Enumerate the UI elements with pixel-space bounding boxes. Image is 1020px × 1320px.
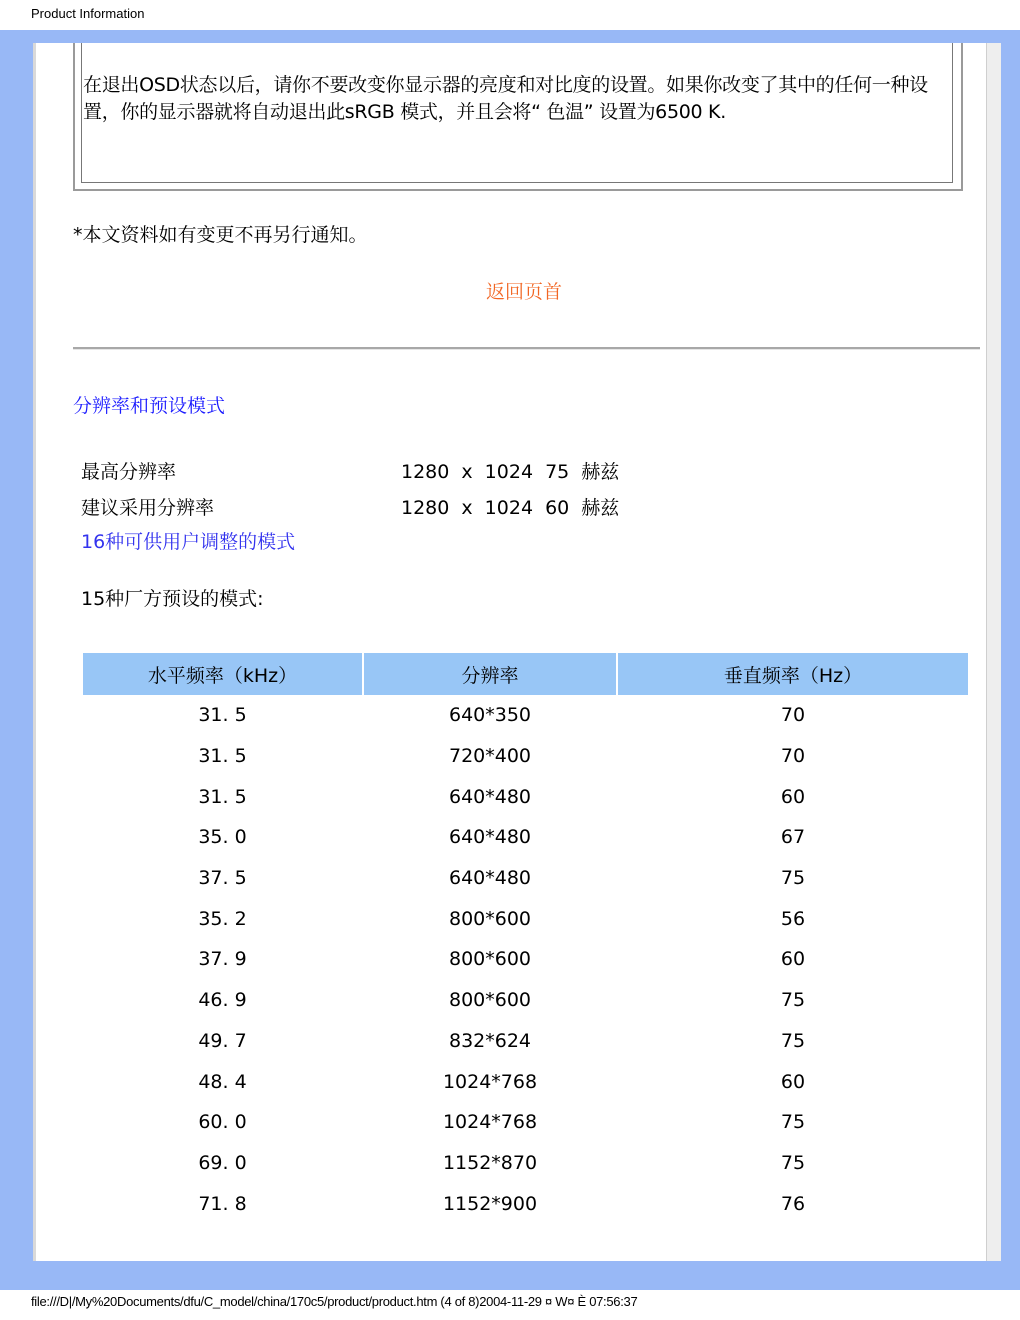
table-row bbox=[83, 736, 968, 777]
cell-horizontal-frequency: 35. 2 bbox=[198, 907, 247, 930]
max-resolution-label: 最高分辨率 bbox=[81, 461, 177, 483]
cell-horizontal-frequency: 48. 4 bbox=[198, 1070, 247, 1093]
user-modes-link[interactable]: 16种可供用户调整的模式 bbox=[81, 531, 296, 553]
table-body bbox=[83, 695, 968, 1224]
cell-resolution: 832*624 bbox=[448, 1029, 532, 1052]
cell-horizontal-frequency: 31. 5 bbox=[198, 785, 247, 808]
cell-horizontal-frequency: 69. 0 bbox=[198, 1151, 247, 1174]
back-to-top-link[interactable]: 返回页首 bbox=[486, 281, 563, 303]
cell-horizontal-frequency: 31. 5 bbox=[198, 704, 247, 727]
srgb-note-text: 在退出OSD状态以后，请你不要改变你显示器的亮度和对比度的设置。如果你改变了其中的任何一种设置，你的显示器就将自动退出此sRGB 模式，并且会将“ 色温” 设置为6500 K. bbox=[83, 74, 928, 123]
table-row bbox=[83, 817, 968, 858]
section-title: 分辨率和预设模式 bbox=[73, 395, 226, 417]
cell-vertical-frequency: 60 bbox=[780, 1070, 806, 1093]
page-header-title: Product Information bbox=[31, 6, 145, 21]
cell-horizontal-frequency: 37. 5 bbox=[198, 867, 247, 890]
cell-vertical-frequency: 67 bbox=[780, 826, 806, 849]
cell-resolution: 1024*768 bbox=[442, 1111, 538, 1134]
table-row bbox=[83, 1143, 968, 1184]
table-header-row bbox=[83, 653, 968, 695]
cell-horizontal-frequency: 35. 0 bbox=[198, 826, 247, 849]
recommended-resolution-value: 1280 x 1024 60 赫兹 bbox=[401, 497, 620, 519]
cell-resolution: 800*600 bbox=[448, 948, 532, 971]
table-row bbox=[83, 898, 968, 939]
page-footer-path: file:///D|/My%20Documents/dfu/C_model/china/170c5/product/product.htm (4 of 8)2004-11-29 ¤ W¤ È 07:56:37 bbox=[31, 1294, 638, 1309]
cell-vertical-frequency: 70 bbox=[780, 745, 806, 768]
cell-vertical-frequency: 75 bbox=[780, 1151, 806, 1174]
table-row bbox=[83, 776, 968, 817]
table-row bbox=[83, 1061, 968, 1102]
cell-horizontal-frequency: 49. 7 bbox=[198, 1029, 247, 1052]
table-row bbox=[83, 980, 968, 1021]
header-vertical-frequency: 垂直频率（Hz） bbox=[618, 653, 968, 695]
header-resolution: 分辨率 bbox=[364, 653, 616, 695]
cell-vertical-frequency: 75 bbox=[780, 989, 806, 1012]
disclaimer-text: *本文资料如有变更不再另行通知。 bbox=[73, 224, 368, 246]
cell-vertical-frequency: 56 bbox=[780, 907, 806, 930]
scrollbar-track[interactable] bbox=[986, 43, 1001, 1261]
preset-modes-heading: 15种厂方预设的模式: bbox=[81, 588, 264, 610]
table-row bbox=[83, 1183, 968, 1224]
cell-horizontal-frequency: 46. 9 bbox=[198, 989, 247, 1012]
cell-vertical-frequency: 60 bbox=[780, 785, 806, 808]
table-row bbox=[83, 1102, 968, 1143]
max-resolution-value: 1280 x 1024 75 赫兹 bbox=[401, 461, 620, 483]
cell-vertical-frequency: 75 bbox=[780, 1111, 806, 1134]
table-row bbox=[83, 939, 968, 980]
table-row bbox=[83, 1021, 968, 1062]
cell-resolution: 640*480 bbox=[448, 785, 532, 808]
cell-resolution: 720*400 bbox=[448, 745, 532, 768]
cell-horizontal-frequency: 37. 9 bbox=[198, 948, 247, 971]
cell-horizontal-frequency: 31. 5 bbox=[198, 745, 247, 768]
cell-horizontal-frequency: 71. 8 bbox=[198, 1192, 247, 1215]
preset-modes-table bbox=[81, 653, 970, 1224]
table-row bbox=[83, 858, 968, 899]
recommended-resolution-label: 建议采用分辨率 bbox=[81, 497, 215, 519]
cell-vertical-frequency: 75 bbox=[780, 867, 806, 890]
cell-horizontal-frequency: 60. 0 bbox=[198, 1111, 247, 1134]
cell-resolution: 800*600 bbox=[448, 907, 532, 930]
cell-resolution: 800*600 bbox=[448, 989, 532, 1012]
cell-vertical-frequency: 60 bbox=[780, 948, 806, 971]
section-divider bbox=[73, 347, 980, 350]
cell-resolution: 1152*870 bbox=[442, 1151, 538, 1174]
cell-resolution: 640*480 bbox=[448, 826, 532, 849]
cell-resolution: 1024*768 bbox=[442, 1070, 538, 1093]
cell-vertical-frequency: 76 bbox=[780, 1192, 806, 1215]
cell-resolution: 640*350 bbox=[448, 704, 532, 727]
table-row bbox=[83, 695, 968, 736]
header-horizontal-frequency: 水平频率（kHz） bbox=[83, 653, 362, 695]
cell-resolution: 640*480 bbox=[448, 867, 532, 890]
cell-resolution: 1152*900 bbox=[442, 1192, 538, 1215]
cell-vertical-frequency: 75 bbox=[780, 1029, 806, 1052]
cell-vertical-frequency: 70 bbox=[780, 704, 806, 727]
